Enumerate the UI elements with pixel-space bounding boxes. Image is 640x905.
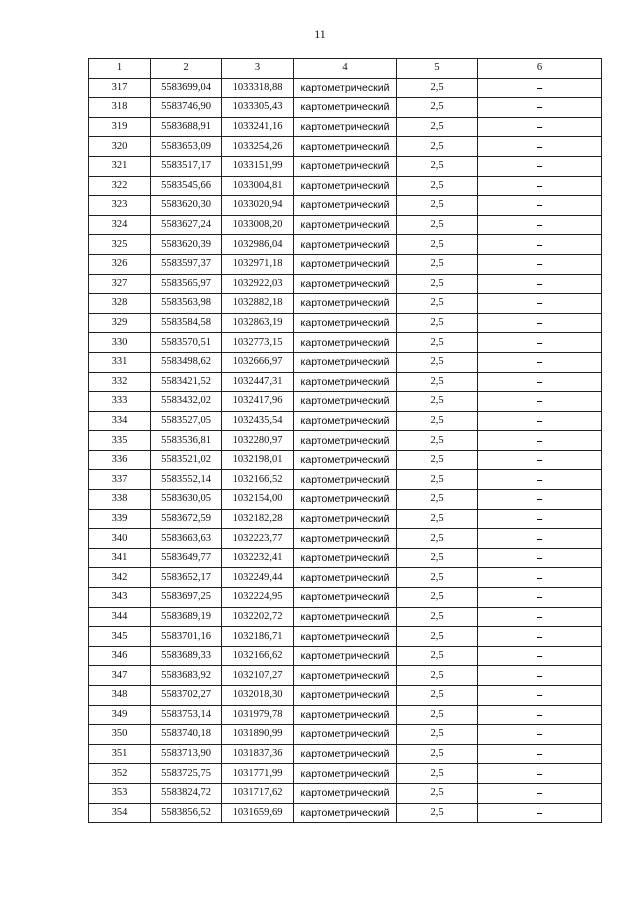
method-cell: картометрический	[294, 372, 397, 392]
method-cell: картометрический	[294, 431, 397, 451]
x-coordinate-cell: 5583672,59	[151, 509, 222, 529]
x-coordinate-cell: 5583552,14	[151, 470, 222, 490]
accuracy-cell: 2,5	[397, 607, 478, 627]
y-coordinate-cell: 1032922,03	[222, 274, 294, 294]
x-coordinate-cell: 5583746,90	[151, 98, 222, 118]
table-row	[89, 117, 602, 137]
point-number-cell: 333	[89, 392, 151, 412]
y-coordinate-cell: 1032666,97	[222, 352, 294, 372]
accuracy-cell: 2,5	[397, 764, 478, 784]
point-number-cell: 334	[89, 411, 151, 431]
table-row	[89, 548, 602, 568]
header-cell: 4	[294, 59, 397, 79]
description-cell: –	[478, 117, 602, 137]
description-cell: –	[478, 274, 602, 294]
point-number-cell: 330	[89, 333, 151, 353]
point-number-cell: 347	[89, 666, 151, 686]
y-coordinate-cell: 1032018,30	[222, 686, 294, 706]
description-cell: –	[478, 646, 602, 666]
y-coordinate-cell: 1033020,94	[222, 196, 294, 216]
x-coordinate-cell: 5583824,72	[151, 783, 222, 803]
table-row	[89, 764, 602, 784]
point-number-cell: 319	[89, 117, 151, 137]
x-coordinate-cell: 5583498,62	[151, 352, 222, 372]
x-coordinate-cell: 5583725,75	[151, 764, 222, 784]
description-cell: –	[478, 568, 602, 588]
accuracy-cell: 2,5	[397, 588, 478, 608]
x-coordinate-cell: 5583702,27	[151, 686, 222, 706]
point-number-cell: 336	[89, 450, 151, 470]
x-coordinate-cell: 5583701,16	[151, 627, 222, 647]
accuracy-cell: 2,5	[397, 196, 478, 216]
method-cell: картометрический	[294, 254, 397, 274]
point-number-cell: 329	[89, 313, 151, 333]
table-row	[89, 411, 602, 431]
description-cell: –	[478, 470, 602, 490]
accuracy-cell: 2,5	[397, 137, 478, 157]
header-cell: 5	[397, 59, 478, 79]
point-number-cell: 318	[89, 98, 151, 118]
x-coordinate-cell: 5583663,63	[151, 529, 222, 549]
accuracy-cell: 2,5	[397, 215, 478, 235]
description-cell: –	[478, 156, 602, 176]
accuracy-cell: 2,5	[397, 627, 478, 647]
y-coordinate-cell: 1032198,01	[222, 450, 294, 470]
method-cell: картометрический	[294, 490, 397, 510]
point-number-cell: 323	[89, 196, 151, 216]
y-coordinate-cell: 1033008,20	[222, 215, 294, 235]
y-coordinate-cell: 1032971,18	[222, 254, 294, 274]
method-cell: картометрический	[294, 333, 397, 353]
table-row	[89, 783, 602, 803]
accuracy-cell: 2,5	[397, 156, 478, 176]
method-cell: картометрический	[294, 666, 397, 686]
point-number-cell: 350	[89, 725, 151, 745]
method-cell: картометрический	[294, 78, 397, 98]
point-number-cell: 354	[89, 803, 151, 823]
table-row	[89, 646, 602, 666]
method-cell: картометрический	[294, 470, 397, 490]
method-cell: картометрический	[294, 215, 397, 235]
table-row	[89, 235, 602, 255]
point-number-cell: 325	[89, 235, 151, 255]
method-cell: картометрический	[294, 274, 397, 294]
table-row	[89, 686, 602, 706]
description-cell: –	[478, 588, 602, 608]
y-coordinate-cell: 1032186,71	[222, 627, 294, 647]
description-cell: –	[478, 764, 602, 784]
method-cell: картометрический	[294, 803, 397, 823]
y-coordinate-cell: 1032417,96	[222, 392, 294, 412]
table-row	[89, 627, 602, 647]
description-cell: –	[478, 705, 602, 725]
method-cell: картометрический	[294, 764, 397, 784]
x-coordinate-cell: 5583521,02	[151, 450, 222, 470]
accuracy-cell: 2,5	[397, 705, 478, 725]
header-cell: 3	[222, 59, 294, 79]
method-cell: картометрический	[294, 509, 397, 529]
x-coordinate-cell: 5583740,18	[151, 725, 222, 745]
description-cell: –	[478, 294, 602, 314]
point-number-cell: 317	[89, 78, 151, 98]
method-cell: картометрический	[294, 744, 397, 764]
x-coordinate-cell: 5583432,02	[151, 392, 222, 412]
accuracy-cell: 2,5	[397, 372, 478, 392]
accuracy-cell: 2,5	[397, 294, 478, 314]
description-cell: –	[478, 607, 602, 627]
point-number-cell: 327	[89, 274, 151, 294]
description-cell: –	[478, 411, 602, 431]
method-cell: картометрический	[294, 156, 397, 176]
description-cell: –	[478, 548, 602, 568]
y-coordinate-cell: 1032447,31	[222, 372, 294, 392]
y-coordinate-cell: 1032166,52	[222, 470, 294, 490]
accuracy-cell: 2,5	[397, 509, 478, 529]
header-cell: 6	[478, 59, 602, 79]
x-coordinate-cell: 5583688,91	[151, 117, 222, 137]
method-cell: картометрический	[294, 450, 397, 470]
table-row	[89, 705, 602, 725]
description-cell: –	[478, 450, 602, 470]
table-row	[89, 744, 602, 764]
description-cell: –	[478, 627, 602, 647]
y-coordinate-cell: 1032182,28	[222, 509, 294, 529]
accuracy-cell: 2,5	[397, 411, 478, 431]
point-number-cell: 352	[89, 764, 151, 784]
accuracy-cell: 2,5	[397, 78, 478, 98]
y-coordinate-cell: 1032202,72	[222, 607, 294, 627]
table-row	[89, 607, 602, 627]
accuracy-cell: 2,5	[397, 333, 478, 353]
x-coordinate-cell: 5583683,92	[151, 666, 222, 686]
point-number-cell: 338	[89, 490, 151, 510]
table-row	[89, 568, 602, 588]
table-row	[89, 274, 602, 294]
point-number-cell: 351	[89, 744, 151, 764]
table-row	[89, 196, 602, 216]
description-cell: –	[478, 235, 602, 255]
accuracy-cell: 2,5	[397, 274, 478, 294]
method-cell: картометрический	[294, 176, 397, 196]
x-coordinate-cell: 5583753,14	[151, 705, 222, 725]
x-coordinate-cell: 5583517,17	[151, 156, 222, 176]
x-coordinate-cell: 5583584,58	[151, 313, 222, 333]
y-coordinate-cell: 1033254,26	[222, 137, 294, 157]
accuracy-cell: 2,5	[397, 646, 478, 666]
method-cell: картометрический	[294, 137, 397, 157]
accuracy-cell: 2,5	[397, 783, 478, 803]
accuracy-cell: 2,5	[397, 744, 478, 764]
x-coordinate-cell: 5583527,05	[151, 411, 222, 431]
x-coordinate-cell: 5583570,51	[151, 333, 222, 353]
point-number-cell: 349	[89, 705, 151, 725]
description-cell: –	[478, 254, 602, 274]
coordinates-table	[88, 58, 602, 823]
accuracy-cell: 2,5	[397, 313, 478, 333]
accuracy-cell: 2,5	[397, 254, 478, 274]
header-cell: 1	[89, 59, 151, 79]
accuracy-cell: 2,5	[397, 392, 478, 412]
table-row	[89, 392, 602, 412]
accuracy-cell: 2,5	[397, 568, 478, 588]
point-number-cell: 353	[89, 783, 151, 803]
x-coordinate-cell: 5583689,33	[151, 646, 222, 666]
table-row	[89, 254, 602, 274]
method-cell: картометрический	[294, 529, 397, 549]
description-cell: –	[478, 176, 602, 196]
method-cell: картометрический	[294, 294, 397, 314]
method-cell: картометрический	[294, 411, 397, 431]
accuracy-cell: 2,5	[397, 529, 478, 549]
x-coordinate-cell: 5583697,25	[151, 588, 222, 608]
point-number-cell: 342	[89, 568, 151, 588]
method-cell: картометрический	[294, 627, 397, 647]
table-row	[89, 470, 602, 490]
x-coordinate-cell: 5583649,77	[151, 548, 222, 568]
x-coordinate-cell: 5583653,09	[151, 137, 222, 157]
description-cell: –	[478, 352, 602, 372]
method-cell: картометрический	[294, 725, 397, 745]
point-number-cell: 346	[89, 646, 151, 666]
accuracy-cell: 2,5	[397, 666, 478, 686]
y-coordinate-cell: 1032223,77	[222, 529, 294, 549]
x-coordinate-cell: 5583563,98	[151, 294, 222, 314]
accuracy-cell: 2,5	[397, 470, 478, 490]
y-coordinate-cell: 1031837,36	[222, 744, 294, 764]
y-coordinate-cell: 1032280,97	[222, 431, 294, 451]
point-number-cell: 337	[89, 470, 151, 490]
description-cell: –	[478, 744, 602, 764]
x-coordinate-cell: 5583627,24	[151, 215, 222, 235]
header-cell: 2	[151, 59, 222, 79]
description-cell: –	[478, 392, 602, 412]
description-cell: –	[478, 490, 602, 510]
description-cell: –	[478, 686, 602, 706]
y-coordinate-cell: 1032232,41	[222, 548, 294, 568]
y-coordinate-cell: 1032249,44	[222, 568, 294, 588]
method-cell: картометрический	[294, 235, 397, 255]
method-cell: картометрический	[294, 686, 397, 706]
description-cell: –	[478, 803, 602, 823]
table-row	[89, 333, 602, 353]
x-coordinate-cell: 5583565,97	[151, 274, 222, 294]
y-coordinate-cell: 1031659,69	[222, 803, 294, 823]
accuracy-cell: 2,5	[397, 117, 478, 137]
description-cell: –	[478, 783, 602, 803]
description-cell: –	[478, 725, 602, 745]
point-number-cell: 331	[89, 352, 151, 372]
description-cell: –	[478, 137, 602, 157]
method-cell: картометрический	[294, 783, 397, 803]
x-coordinate-cell: 5583545,66	[151, 176, 222, 196]
description-cell: –	[478, 431, 602, 451]
table-row	[89, 294, 602, 314]
accuracy-cell: 2,5	[397, 548, 478, 568]
x-coordinate-cell: 5583856,52	[151, 803, 222, 823]
point-number-cell: 341	[89, 548, 151, 568]
y-coordinate-cell: 1031717,62	[222, 783, 294, 803]
table-row	[89, 352, 602, 372]
table-row	[89, 215, 602, 235]
accuracy-cell: 2,5	[397, 98, 478, 118]
method-cell: картометрический	[294, 607, 397, 627]
y-coordinate-cell: 1033318,88	[222, 78, 294, 98]
y-coordinate-cell: 1032224,95	[222, 588, 294, 608]
description-cell: –	[478, 78, 602, 98]
y-coordinate-cell: 1032154,00	[222, 490, 294, 510]
point-number-cell: 332	[89, 372, 151, 392]
description-cell: –	[478, 509, 602, 529]
table-body	[89, 78, 602, 823]
table-row	[89, 490, 602, 510]
point-number-cell: 339	[89, 509, 151, 529]
table-row	[89, 450, 602, 470]
y-coordinate-cell: 1031771,99	[222, 764, 294, 784]
method-cell: картометрический	[294, 588, 397, 608]
point-number-cell: 335	[89, 431, 151, 451]
y-coordinate-cell: 1033004,81	[222, 176, 294, 196]
table-row	[89, 666, 602, 686]
method-cell: картометрический	[294, 313, 397, 333]
accuracy-cell: 2,5	[397, 725, 478, 745]
point-number-cell: 324	[89, 215, 151, 235]
method-cell: картометрический	[294, 392, 397, 412]
accuracy-cell: 2,5	[397, 176, 478, 196]
table-row	[89, 529, 602, 549]
table-row	[89, 313, 602, 333]
method-cell: картометрический	[294, 196, 397, 216]
description-cell: –	[478, 313, 602, 333]
description-cell: –	[478, 666, 602, 686]
table-row	[89, 372, 602, 392]
point-number-cell: 321	[89, 156, 151, 176]
method-cell: картометрический	[294, 548, 397, 568]
accuracy-cell: 2,5	[397, 235, 478, 255]
point-number-cell: 340	[89, 529, 151, 549]
table-row	[89, 176, 602, 196]
x-coordinate-cell: 5583421,52	[151, 372, 222, 392]
accuracy-cell: 2,5	[397, 450, 478, 470]
method-cell: картометрический	[294, 705, 397, 725]
table-row	[89, 78, 602, 98]
y-coordinate-cell: 1032773,15	[222, 333, 294, 353]
method-cell: картометрический	[294, 98, 397, 118]
x-coordinate-cell: 5583689,19	[151, 607, 222, 627]
table-row	[89, 431, 602, 451]
description-cell: –	[478, 215, 602, 235]
point-number-cell: 326	[89, 254, 151, 274]
point-number-cell: 348	[89, 686, 151, 706]
y-coordinate-cell: 1031890,99	[222, 725, 294, 745]
description-cell: –	[478, 529, 602, 549]
x-coordinate-cell: 5583620,39	[151, 235, 222, 255]
table-row	[89, 98, 602, 118]
description-cell: –	[478, 98, 602, 118]
point-number-cell: 344	[89, 607, 151, 627]
y-coordinate-cell: 1032882,18	[222, 294, 294, 314]
description-cell: –	[478, 372, 602, 392]
accuracy-cell: 2,5	[397, 686, 478, 706]
table-row	[89, 725, 602, 745]
y-coordinate-cell: 1032435,54	[222, 411, 294, 431]
description-cell: –	[478, 333, 602, 353]
method-cell: картометрический	[294, 352, 397, 372]
point-number-cell: 322	[89, 176, 151, 196]
accuracy-cell: 2,5	[397, 352, 478, 372]
y-coordinate-cell: 1031979,78	[222, 705, 294, 725]
page-number: 11	[314, 27, 326, 41]
x-coordinate-cell: 5583630,05	[151, 490, 222, 510]
x-coordinate-cell: 5583620,30	[151, 196, 222, 216]
table-row	[89, 137, 602, 157]
point-number-cell: 343	[89, 588, 151, 608]
method-cell: картометрический	[294, 646, 397, 666]
x-coordinate-cell: 5583536,81	[151, 431, 222, 451]
x-coordinate-cell: 5583597,37	[151, 254, 222, 274]
table-row	[89, 803, 602, 823]
table-row	[89, 509, 602, 529]
y-coordinate-cell: 1033241,16	[222, 117, 294, 137]
x-coordinate-cell: 5583699,04	[151, 78, 222, 98]
description-cell: –	[478, 196, 602, 216]
y-coordinate-cell: 1032863,19	[222, 313, 294, 333]
x-coordinate-cell: 5583713,90	[151, 744, 222, 764]
method-cell: картометрический	[294, 117, 397, 137]
y-coordinate-cell: 1032166,62	[222, 646, 294, 666]
point-number-cell: 328	[89, 294, 151, 314]
accuracy-cell: 2,5	[397, 431, 478, 451]
accuracy-cell: 2,5	[397, 803, 478, 823]
y-coordinate-cell: 1032986,04	[222, 235, 294, 255]
table-row	[89, 156, 602, 176]
accuracy-cell: 2,5	[397, 490, 478, 510]
x-coordinate-cell: 5583652,17	[151, 568, 222, 588]
method-cell: картометрический	[294, 568, 397, 588]
y-coordinate-cell: 1033305,43	[222, 98, 294, 118]
y-coordinate-cell: 1033151,99	[222, 156, 294, 176]
point-number-cell: 320	[89, 137, 151, 157]
y-coordinate-cell: 1032107,27	[222, 666, 294, 686]
header-row	[89, 59, 602, 79]
table-row	[89, 588, 602, 608]
point-number-cell: 345	[89, 627, 151, 647]
